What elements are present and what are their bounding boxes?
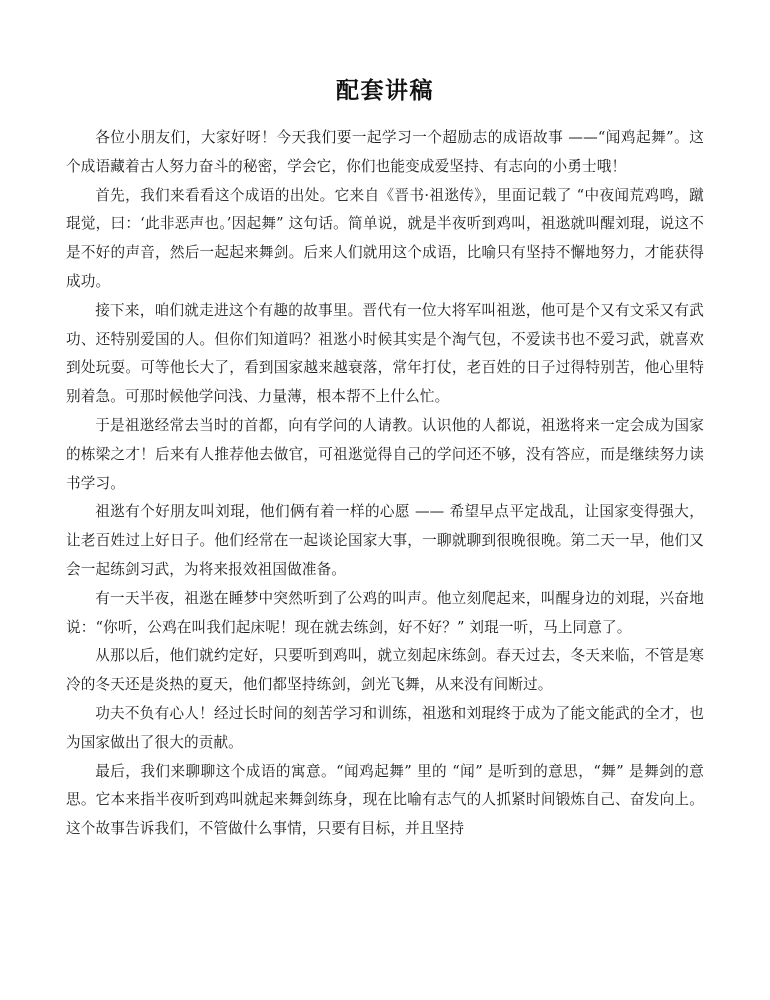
- paragraph: 接下来，咱们就走进这个有趣的故事里。晋代有一位大将军叫祖逖，他可是个又有文采又有武功、还特别爱国的人。但你们知道吗？祖逖小时候其实是个淘气包，不爱读书也不爱习武，就喜欢到处玩耍。可等他长大了，看到国家越来越衰落，常年打仗，老百姓的日子过得特别苦，他心里特别着急。可那时候他学问浅、力量薄，根本帮不上什么忙。: [66, 301, 704, 406]
- paragraph: 最后，我们来聊聊这个成语的寓意。“闻鸡起舞” 里的 “闻” 是听到的意思，“舞” 是舞剑的意思。它本来指半夜听到鸡叫就起来舞剑练身，现在比喻有志气的人抓紧时间锻炼自己、奋发向上。这个故事告诉我们，不管做什么事情，只要有目标，并且坚持: [66, 762, 704, 838]
- paragraph: 于是祖逖经常去当时的首都，向有学问的人请教。认识他的人都说，祖逖将来一定会成为国家的栋梁之才！后来有人推荐他去做官，可祖逖觉得自己的学问还不够，没有答应，而是继续努力读书学习。: [66, 416, 704, 492]
- paragraph: 祖逖有个好朋友叫刘琨，他们俩有着一样的心愿 —— 希望早点平定战乱，让国家变得强大，让老百姓过上好日子。他们经常在一起谈论国家大事，一聊就聊到很晚很晚。第二天一早，他们又会一起练剑习武，为将来报效祖国做准备。: [66, 503, 704, 578]
- paragraph: 各位小朋友们，大家好呀！今天我们要一起学习一个超励志的成语故事 ——“闻鸡起舞”。这个成语藏着古人努力奋斗的秘密，学会它，你们也能变成爱坚持、有志向的小勇士哦！: [66, 129, 704, 175]
- paragraph: 从那以后，他们就约定好，只要听到鸡叫，就立刻起床练剑。春天过去，冬天来临，不管是寒冷的冬天还是炎热的夏天，他们都坚持练剑，剑光飞舞，从来没有间断过。: [66, 647, 704, 694]
- paragraph: 有一天半夜，祖逖在睡梦中突然听到了公鸡的叫声。他立刻爬起来，叫醒身边的刘琨，兴奋地说：“你听，公鸡在叫我们起床呢！现在就去练剑，好不好？” 刘琨一听，马上同意了。: [66, 589, 704, 636]
- document-body: [66, 124, 704, 844]
- page-title: 配套讲稿: [336, 78, 434, 104]
- paragraph: 首先，我们来看看这个成语的出处。它来自《晋书·祖逖传》，里面记载了 “中夜闻荒鸡鸣，蹴琨觉，曰：‘此非恶声也。’因起舞” 这句话。简单说，就是半夜听到鸡叫，祖逖就叫醒刘琨，说这不是不好的声音，然后一起起来舞剑。后来人们就用这个成语，比喻只有坚持不懈地努力，才能获得成功。: [66, 186, 704, 290]
- paragraph: 功夫不负有心人！经过长时间的刻苦学习和训练，祖逖和刘琨终于成为了能文能武的全才，也为国家做出了很大的贡献。: [66, 704, 704, 751]
